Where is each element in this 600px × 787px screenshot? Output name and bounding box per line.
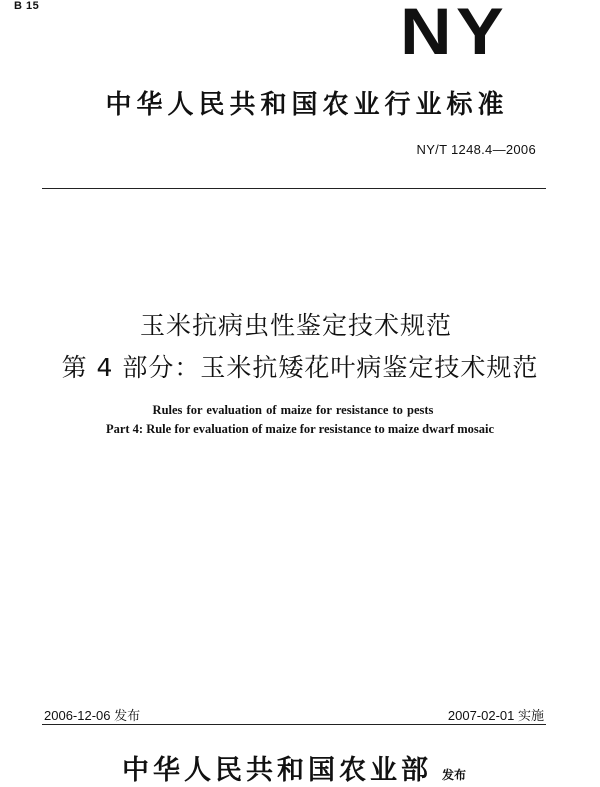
standard-number: NY/T 1248.4—2006 [416, 142, 536, 157]
org-title: 中华人民共和国农业行业标准 [105, 90, 509, 120]
title-cn-line2: 第 4 部分：玉米抗矮花叶病鉴定技术规范 [61, 353, 539, 382]
issuer-name: 中华人民共和国农业部 [122, 755, 432, 786]
ny-logo [398, 0, 510, 58]
title-cn-line1: 玉米抗病虫性鉴定技术规范 [139, 311, 452, 340]
issuer-suffix: 发布 [442, 768, 467, 782]
title-en-line1: Rules for evaluation of maize for resistance to pests [152, 403, 434, 417]
classification-code: B 15 [14, 0, 40, 12]
footer-divider [42, 724, 546, 725]
issuer-line [122, 748, 466, 787]
ny-logo-text: NY [400, 0, 508, 58]
header-divider [42, 188, 546, 189]
issue-date: 2006-12-06 发布 [44, 708, 141, 723]
title-en-line2: Part 4: Rule for evaluation of maize for resistance to maize dwarf mosaic [105, 422, 495, 436]
implementation-date: 2007-02-01 实施 [447, 708, 544, 723]
